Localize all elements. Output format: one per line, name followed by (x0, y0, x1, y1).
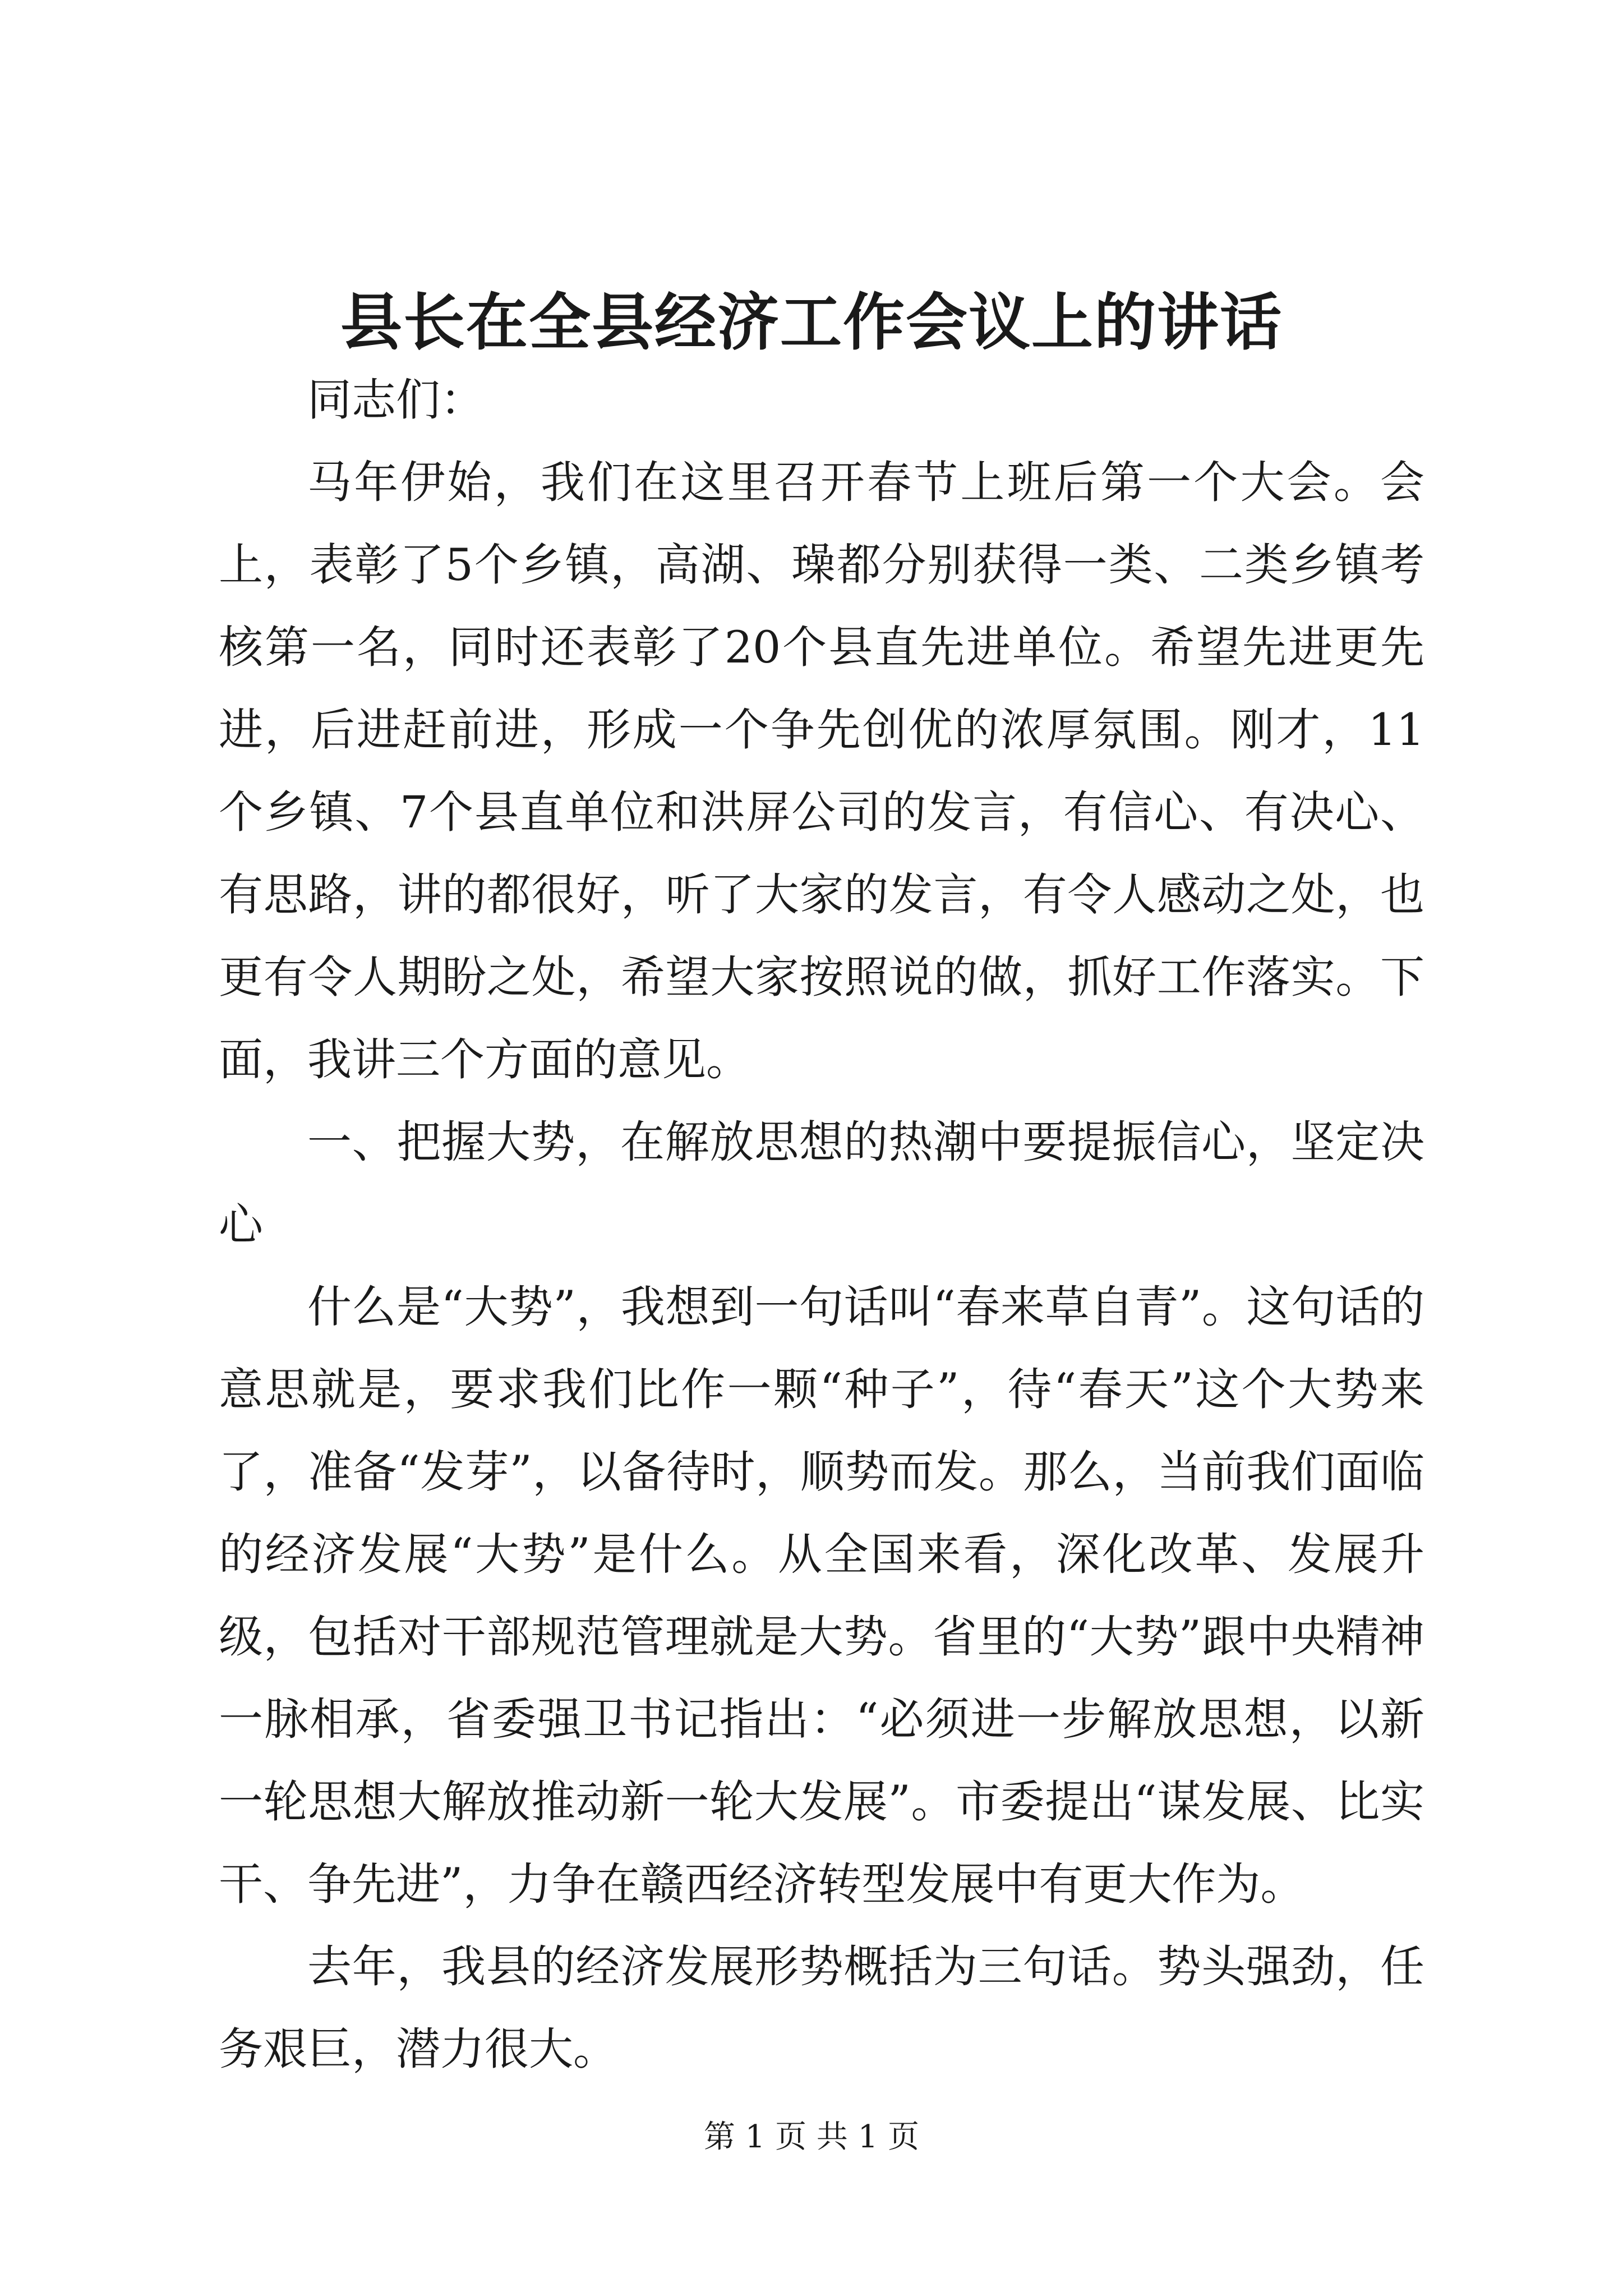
document-title: 县长在全县经济工作会议上的讲话 (340, 286, 1283, 358)
body-paragraph: 马年伊始，我们在这里召开春节上班后第一个大会。会上，表彰了5个乡镇，高湖、璪都分别获得一类、二类乡镇考核第一名，同时还表彰了20个县直先进单位。希望先进更先进，后进赶前进，形成一个争先创优的浓厚氛围。刚才，11个乡镇、7个县直单位和洪屏公司的发言，有信心、有决心、有思路，讲的都很好，听了大家的发言，有令人感动之处，也更有令人期盼之处，希望大家按照说的做，抓好工作落实。下面，我讲三个方面的意见。 (219, 457, 1424, 1085)
document-body (219, 359, 1424, 2091)
salutation-paragraph: 同志们： (307, 374, 485, 426)
body-paragraph: 什么是“大势”，我想到一句话叫“春来草自青”。这句话的意思就是，要求我们比作一颗“种子”，待“春天”这个大势来了，准备“发芽”，以备待时，顺势而发。那么，当前我们面临的经济发展“大势”是什么。从全国来看，深化改革、发展升级，包括对干部规范管理就是大势。省里的“大势”跟中央精神一脉相承，省委强卫书记指出：“必须进一步解放思想，以新一轮思想大解放推动新一轮大发展”。市委提出“谋发展、比实干、争先进”，力争在赣西经济转型发展中有更大作为。 (219, 1281, 1424, 1910)
section-heading: 一、把握大势，在解放思想的热潮中要提振信心，坚定决心 (219, 1116, 1424, 1250)
body-paragraph: 去年，我县的经济发展形势概括为三句话。势头强劲，任务艰巨，潜力很大。 (219, 1941, 1424, 2075)
page-footer: 第 1 页 共 1 页 (703, 2119, 920, 2155)
